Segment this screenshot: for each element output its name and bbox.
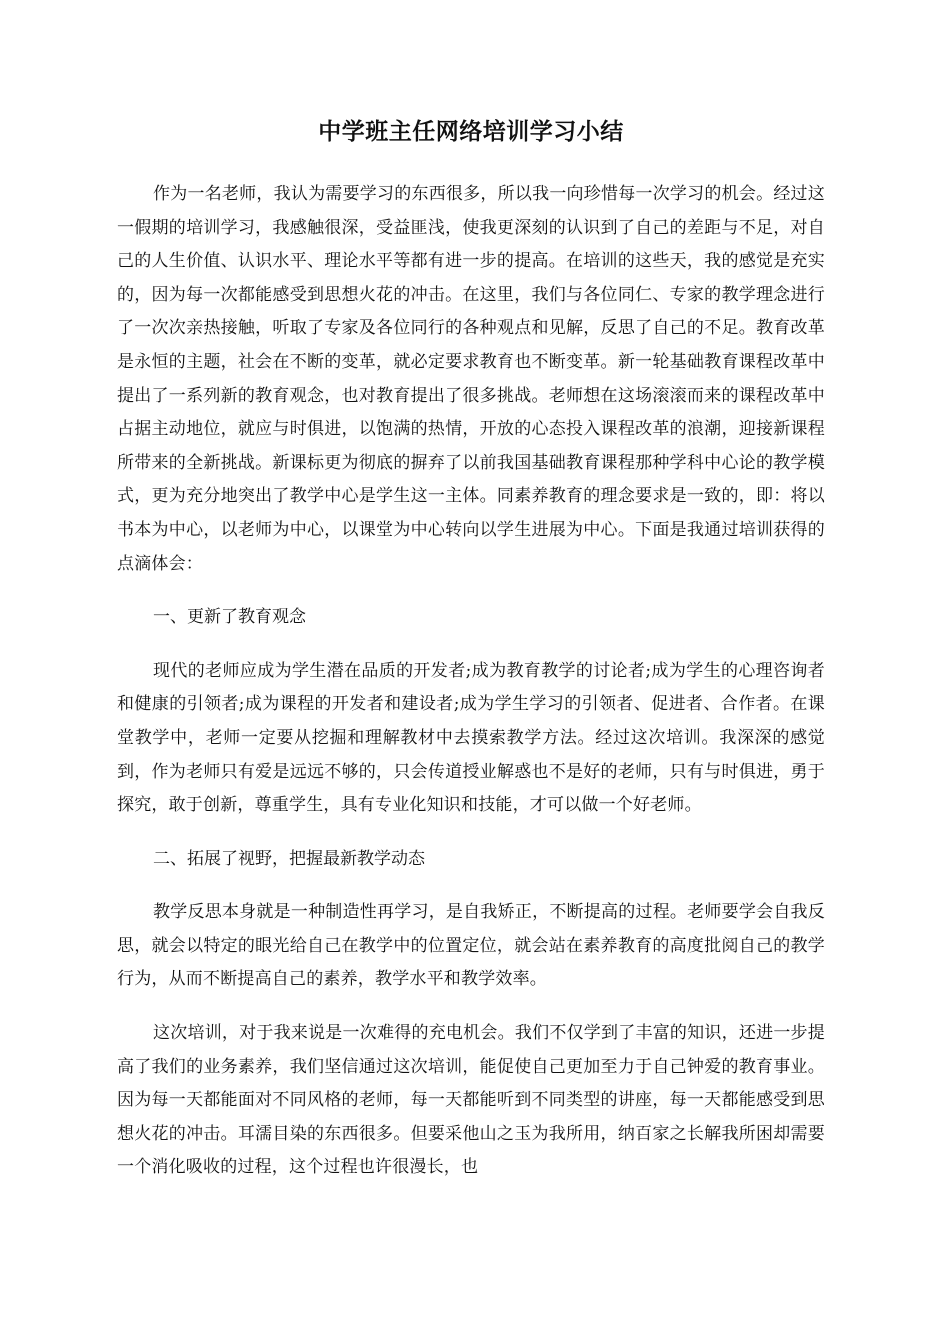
- document-body: [117, 112, 825, 1205]
- paragraph-intro: 作为一名老师，我认为需要学习的东西很多，所以我一向珍惜每一次学习的机会。经过这一假期的培训学习，我感触很深，受益匪浅，使我更深刻的认识到了自己的差距与不足，对自己的人生价值、认识水平、理论水平等都有进一步的提高。在培训的这些天，我的感觉是充实的，因为每一次都能感受到思想火花的冲击。在这里，我们与各位同仁、专家的教学理念进行了一次次亲热接触，听取了专家及各位同行的各种观点和见解，反思了自己的不足。教育改革是永恒的主题，社会在不断的变革，就必定要求教育也不断变革。新一轮基础教育课程改革中提出了一系列新的教育观念，也对教育提出了很多挑战。老师想在这场滚滚而来的课程改革中占据主动地位，就应与时俱进，以饱满的热情，开放的心态投入课程改革的浪潮，迎接新课程所带来的全新挑战。新课标更为彻底的摒弃了以前我国基础教育课程那种学科中心论的教学模式，更为充分地突出了教学中心是学生这一主体。同素养教育的理念要求是一致的，即：将以书本为中心，以老师为中心，以课堂为中心转向以学生进展为中心。下面是我通过培训获得的点滴体会：: [117, 184, 825, 574]
- paragraph-section-1: 现代的老师应成为学生潜在品质的开发者;成为教育教学的讨论者;成为学生的心理咨询者和健康的引领者;成为课程的开发者和建设者;成为学生学习的引领者、促进者、合作者。在课堂教学中，老师一定要从挖掘和理解教材中去摸索教学方法。经过这次培训。我深深的感觉到，作为老师只有爱是远远不够的，只会传道授业解惑也不是好的老师，只有与时俱进，勇于探究，敢于创新，尊重学生，具有专业化知识和技能，才可以做一个好老师。: [117, 660, 825, 816]
- paragraph-training: 这次培训，对于我来说是一次难得的充电机会。我们不仅学到了丰富的知识，还进一步提高了我们的业务素养，我们坚信通过这次培训，能促使自己更加至力于自己钟爱的教育事业。因为每一天都能面对不同风格的老师，每一天都能听到不同类型的讲座，每一天都能感受到思想火花的冲击。耳濡目染的东西很多。但要采他山之玉为我所用，纳百家之长解我所困却需要一个消化吸收的过程，这个过程也许很漫长，也: [117, 1023, 825, 1178]
- section-heading-1: 一、更新了教育观念: [153, 607, 306, 628]
- document-title: 中学班主任网络培训学习小结: [318, 119, 624, 145]
- paragraph-section-2: 教学反思本身就是一种制造性再学习，是自我矫正，不断提高的过程。老师要学会自我反思，就会以特定的眼光给自己在教学中的位置定位，就会站在素养教育的高度批阅自己的教学行为，从而不断提高自己的素养，教学水平和教学效率。: [117, 902, 825, 990]
- section-heading-2: 二、拓展了视野，把握最新教学动态: [153, 848, 425, 869]
